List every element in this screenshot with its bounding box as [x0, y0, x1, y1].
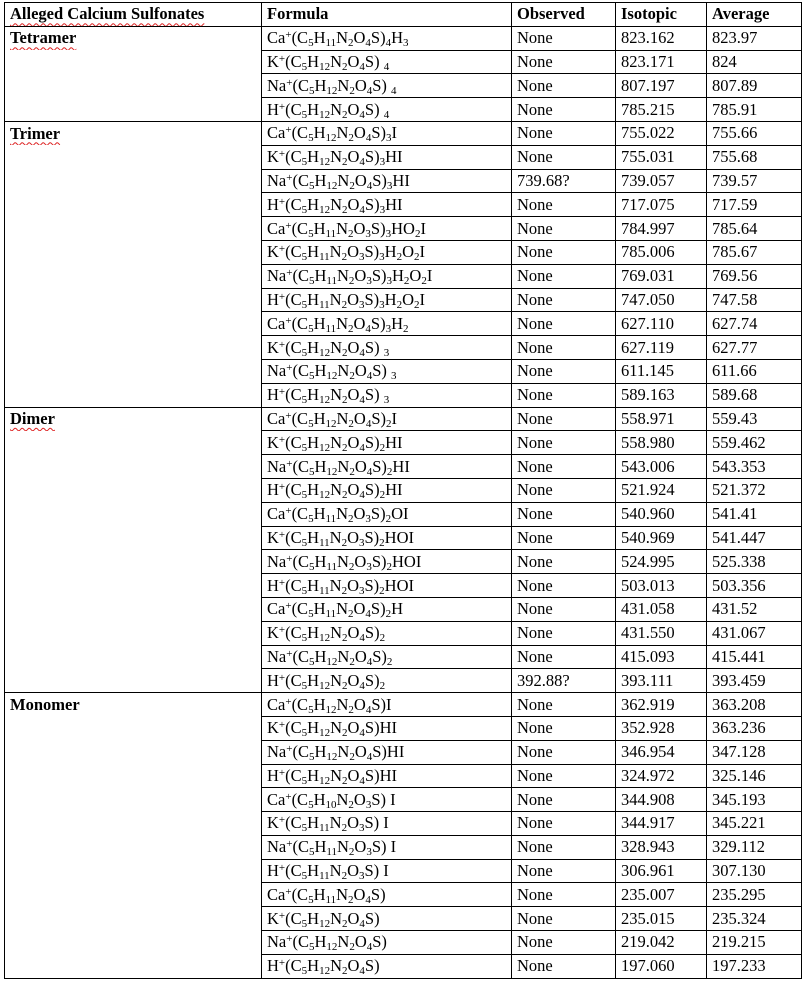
group-label-cell: [5, 264, 262, 288]
table-row: [5, 74, 802, 98]
observed-cell: None: [512, 859, 616, 883]
average-mass-cell: 823.97: [707, 26, 802, 50]
observed-cell: None: [512, 883, 616, 907]
formula-cell: [262, 193, 512, 217]
group-label-cell: [5, 574, 262, 598]
table-row: [5, 431, 802, 455]
formula-text: $K^+(C_5H_{12}N_2O_4S)_2HI$: [267, 432, 403, 454]
group-label: Tetramer: [10, 28, 77, 48]
average-mass-cell: 627.77: [707, 336, 802, 360]
formula-cell: [262, 764, 512, 788]
isotopic-mass-cell: 755.031: [616, 145, 707, 169]
table-row: [5, 835, 802, 859]
formula-cell: [262, 645, 512, 669]
formula-cell: [262, 883, 512, 907]
group-label-cell: [5, 859, 262, 883]
group-label-cell: [5, 74, 262, 98]
observed-cell: None: [512, 264, 616, 288]
formula-cell: [262, 169, 512, 193]
average-mass-cell: 747.58: [707, 288, 802, 312]
average-mass-cell: 235.324: [707, 907, 802, 931]
formula-text: $Ca^+(C_5H_{11}N_2O_3S)_3HO_2I$: [267, 218, 426, 240]
table-row: [5, 812, 802, 836]
formula-text: $Ca^+(C_5H_{11}N_2O_4S)$: [267, 884, 386, 906]
observed-cell: None: [512, 740, 616, 764]
average-mass-cell: 543.353: [707, 455, 802, 479]
observed-cell: None: [512, 574, 616, 598]
table-row: [5, 50, 802, 74]
table-row: [5, 788, 802, 812]
formula-text: $K^+(C_5H_{12}N_2O_4S)_2$: [267, 623, 386, 645]
observed-cell: None: [512, 26, 616, 50]
formula-text: $H^+(C_5H_{12}N_2O_4S)$ $_4$: [267, 99, 390, 121]
observed-cell: None: [512, 645, 616, 669]
table-row: [5, 169, 802, 193]
isotopic-mass-cell: 431.058: [616, 597, 707, 621]
formula-cell: [262, 455, 512, 479]
formula-cell: [262, 217, 512, 241]
group-label-cell: [5, 812, 262, 836]
isotopic-mass-cell: 328.943: [616, 835, 707, 859]
document-page: [4, 2, 801, 979]
formula-cell: [262, 407, 512, 431]
formula-text: $Ca^+(C_5H_{11}N_2O_4S)_2H$: [267, 599, 404, 621]
isotopic-mass-cell: 362.919: [616, 693, 707, 717]
isotopic-mass-cell: 431.550: [616, 621, 707, 645]
group-label-cell: [5, 359, 262, 383]
formula-cell: [262, 835, 512, 859]
isotopic-mass-cell: 558.971: [616, 407, 707, 431]
formula-text: $K^+(C_5H_{12}N_2O_4S)$ $_4$: [267, 51, 390, 73]
table-row: [5, 240, 802, 264]
formula-text: $Na^+(C_5H_{11}N_2O_3S)$ I: [267, 837, 397, 859]
group-label-cell: [5, 431, 262, 455]
average-mass-cell: 347.128: [707, 740, 802, 764]
table-row: [5, 693, 802, 717]
average-mass-cell: 219.215: [707, 931, 802, 955]
formula-cell: [262, 312, 512, 336]
group-label-cell: [5, 98, 262, 122]
average-mass-cell: 785.91: [707, 98, 802, 122]
observed-cell: None: [512, 526, 616, 550]
group-label-cell: [5, 240, 262, 264]
isotopic-mass-cell: 611.145: [616, 359, 707, 383]
observed-cell: None: [512, 550, 616, 574]
table-row: [5, 193, 802, 217]
table-row: [5, 478, 802, 502]
observed-cell: None: [512, 74, 616, 98]
isotopic-mass-cell: 807.197: [616, 74, 707, 98]
group-label-cell: [5, 526, 262, 550]
formula-cell: [262, 931, 512, 955]
formula-text: $H^+(C_5H_{12}N_2O_4S)$ $_3$: [267, 385, 390, 407]
formula-text: $H^+(C_5H_{12}N_2O_4S)_2$: [267, 670, 386, 692]
isotopic-mass-cell: 755.022: [616, 121, 707, 145]
observed-cell: None: [512, 288, 616, 312]
formula-text: $Ca^+(C_5H_{12}N_2O_4S)I$: [267, 694, 392, 716]
table-row: [5, 407, 802, 431]
table-row: [5, 264, 802, 288]
group-label-cell: [5, 312, 262, 336]
formula-text: $Ca^+(C_5H_{11}N_2O_4S)_4H_3$: [267, 28, 409, 50]
table-row: [5, 526, 802, 550]
table-row: [5, 931, 802, 955]
formula-text: $H^+(C_5H_{12}N_2O_4S)_3HI$: [267, 194, 403, 216]
average-mass-cell: 824: [707, 50, 802, 74]
formula-cell: [262, 478, 512, 502]
group-label-cell: [5, 931, 262, 955]
formula-text: $K^+(C_5H_{11}N_2O_3S)_2HOI$: [267, 527, 414, 549]
calcium-sulfonates-table: [4, 2, 802, 979]
formula-text: $Ca^+(C_5H_{12}N_2O_4S)_2I$: [267, 408, 397, 430]
isotopic-mass-cell: 197.060: [616, 954, 707, 978]
average-mass-cell: 541.41: [707, 502, 802, 526]
table-row: [5, 121, 802, 145]
group-label-cell: [5, 693, 262, 717]
formula-cell: [262, 574, 512, 598]
average-mass-cell: 393.459: [707, 669, 802, 693]
average-mass-cell: 431.067: [707, 621, 802, 645]
formula-cell: [262, 669, 512, 693]
group-label-cell: [5, 217, 262, 241]
observed-cell: None: [512, 407, 616, 431]
average-mass-cell: 627.74: [707, 312, 802, 336]
isotopic-mass-cell: 324.972: [616, 764, 707, 788]
observed-cell: None: [512, 621, 616, 645]
observed-cell: None: [512, 478, 616, 502]
isotopic-mass-cell: 219.042: [616, 931, 707, 955]
average-mass-cell: 785.67: [707, 240, 802, 264]
observed-cell: None: [512, 312, 616, 336]
average-mass-cell: 611.66: [707, 359, 802, 383]
observed-cell: None: [512, 431, 616, 455]
isotopic-mass-cell: 524.995: [616, 550, 707, 574]
average-mass-cell: 329.112: [707, 835, 802, 859]
formula-cell: [262, 121, 512, 145]
isotopic-mass-cell: 346.954: [616, 740, 707, 764]
average-mass-cell: 363.236: [707, 716, 802, 740]
isotopic-mass-cell: 352.928: [616, 716, 707, 740]
formula-cell: [262, 50, 512, 74]
isotopic-mass-cell: 627.110: [616, 312, 707, 336]
observed-cell: None: [512, 716, 616, 740]
table-row: [5, 597, 802, 621]
observed-cell: None: [512, 193, 616, 217]
formula-cell: [262, 954, 512, 978]
formula-cell: [262, 98, 512, 122]
table-row: [5, 26, 802, 50]
table-row: [5, 502, 802, 526]
group-label: Monomer: [10, 694, 80, 714]
formula-text: $Na^+(C_5H_{12}N_2O_4S)_2HI$: [267, 456, 410, 478]
observed-cell: None: [512, 145, 616, 169]
observed-cell: None: [512, 502, 616, 526]
group-label-cell: [5, 550, 262, 574]
formula-text: $Na^+(C_5H_{12}N_2O_4S)HI$: [267, 742, 405, 764]
average-mass-cell: 235.295: [707, 883, 802, 907]
average-mass-cell: 345.221: [707, 812, 802, 836]
isotopic-mass-cell: 627.119: [616, 336, 707, 360]
group-label-cell: [5, 145, 262, 169]
group-label-cell: [5, 193, 262, 217]
group-label-cell: [5, 669, 262, 693]
table-row: [5, 359, 802, 383]
formula-text: $H^+(C_5H_{11}N_2O_3S)_3H_2O_2I$: [267, 289, 426, 311]
observed-cell: 739.68?: [512, 169, 616, 193]
table-row: [5, 312, 802, 336]
average-mass-cell: 415.441: [707, 645, 802, 669]
group-label: Trimer: [10, 123, 61, 143]
table-row: [5, 217, 802, 241]
observed-cell: None: [512, 835, 616, 859]
formula-text: $Na^+(C_5H_{12}N_2O_4S)$ $_4$: [267, 75, 397, 97]
group-label-cell: [5, 502, 262, 526]
isotopic-mass-cell: 344.917: [616, 812, 707, 836]
table-row: [5, 383, 802, 407]
group-label-cell: [5, 954, 262, 978]
group-label-cell: [5, 26, 262, 50]
observed-cell: None: [512, 954, 616, 978]
average-mass-cell: 559.462: [707, 431, 802, 455]
isotopic-mass-cell: 540.960: [616, 502, 707, 526]
formula-text: $Na^+(C_5H_{12}N_2O_4S)_2$: [267, 646, 393, 668]
group-label-cell: [5, 597, 262, 621]
isotopic-mass-cell: 235.007: [616, 883, 707, 907]
group-label-cell: [5, 764, 262, 788]
observed-cell: None: [512, 693, 616, 717]
table-row: [5, 859, 802, 883]
table-row: [5, 954, 802, 978]
group-label-cell: [5, 455, 262, 479]
observed-cell: None: [512, 812, 616, 836]
table-row: [5, 455, 802, 479]
formula-text: $Na^+(C_5H_{11}N_2O_3S)_3H_2O_2I$: [267, 266, 433, 288]
group-label-cell: [5, 621, 262, 645]
average-mass-cell: 769.56: [707, 264, 802, 288]
group-label-cell: [5, 50, 262, 74]
group-label-cell: [5, 645, 262, 669]
observed-cell: None: [512, 336, 616, 360]
average-mass-cell: 431.52: [707, 597, 802, 621]
isotopic-mass-cell: 769.031: [616, 264, 707, 288]
formula-text: $H^+(C_5H_{11}N_2O_3S)$ I: [267, 861, 389, 883]
average-mass-cell: 739.57: [707, 169, 802, 193]
formula-text: $Ca^+(C_5H_{11}N_2O_3S)_2OI$: [267, 504, 409, 526]
table-row: [5, 550, 802, 574]
isotopic-mass-cell: 306.961: [616, 859, 707, 883]
group-label-cell: [5, 478, 262, 502]
formula-cell: [262, 240, 512, 264]
isotopic-mass-cell: 717.075: [616, 193, 707, 217]
observed-cell: 392.88?: [512, 669, 616, 693]
formula-cell: [262, 716, 512, 740]
formula-text: $Na^+(C_5H_{11}N_2O_3S)_2HOI$: [267, 551, 422, 573]
formula-text: $K^+(C_5H_{11}N_2O_3S)$ I: [267, 813, 389, 835]
formula-text: $Ca^+(C_5H_{12}N_2O_4S)_3I$: [267, 123, 397, 145]
average-mass-cell: 363.208: [707, 693, 802, 717]
average-mass-cell: 503.356: [707, 574, 802, 598]
formula-cell: [262, 550, 512, 574]
formula-cell: [262, 288, 512, 312]
formula-cell: [262, 740, 512, 764]
table-body: [5, 26, 802, 978]
formula-text: $H^+(C_5H_{12}N_2O_4S)$: [267, 956, 380, 978]
group-label-cell: [5, 383, 262, 407]
observed-cell: None: [512, 359, 616, 383]
observed-cell: None: [512, 764, 616, 788]
formula-text: $K^+(C_5H_{11}N_2O_3S)_3H_2O_2I$: [267, 242, 426, 264]
header-average: Average: [707, 3, 802, 27]
formula-text: $H^+(C_5H_{11}N_2O_3S)_2HOI$: [267, 575, 414, 597]
formula-cell: [262, 859, 512, 883]
formula-cell: [262, 359, 512, 383]
table-row: [5, 907, 802, 931]
formula-cell: [262, 907, 512, 931]
formula-cell: [262, 26, 512, 50]
table-row: [5, 145, 802, 169]
table-row: [5, 669, 802, 693]
table-row: [5, 764, 802, 788]
average-mass-cell: 785.64: [707, 217, 802, 241]
isotopic-mass-cell: 543.006: [616, 455, 707, 479]
formula-cell: [262, 431, 512, 455]
group-label: Dimer: [10, 409, 55, 429]
formula-cell: [262, 74, 512, 98]
isotopic-mass-cell: 415.093: [616, 645, 707, 669]
header-compound: Alleged Calcium Sulfonates: [5, 3, 262, 27]
average-mass-cell: 755.66: [707, 121, 802, 145]
formula-text: $Na^+(C_5H_{12}N_2O_4S)_3HI$: [267, 170, 410, 192]
header-formula: Formula: [262, 3, 512, 27]
table-row: [5, 645, 802, 669]
table-row: [5, 740, 802, 764]
average-mass-cell: 807.89: [707, 74, 802, 98]
formula-text: $Na^+(C_5H_{12}N_2O_4S)$: [267, 932, 387, 954]
average-mass-cell: 521.372: [707, 478, 802, 502]
group-label-cell: [5, 740, 262, 764]
average-mass-cell: 197.233: [707, 954, 802, 978]
formula-text: $H^+(C_5H_{12}N_2O_4S)_2HI$: [267, 480, 403, 502]
observed-cell: None: [512, 788, 616, 812]
formula-cell: [262, 264, 512, 288]
isotopic-mass-cell: 503.013: [616, 574, 707, 598]
average-mass-cell: 589.68: [707, 383, 802, 407]
average-mass-cell: 325.146: [707, 764, 802, 788]
formula-text: $H^+(C_5H_{12}N_2O_4S)HI$: [267, 765, 397, 787]
table-row: [5, 621, 802, 645]
observed-cell: None: [512, 383, 616, 407]
observed-cell: None: [512, 907, 616, 931]
formula-cell: [262, 336, 512, 360]
observed-cell: None: [512, 98, 616, 122]
formula-cell: [262, 145, 512, 169]
table-row: [5, 98, 802, 122]
formula-cell: [262, 693, 512, 717]
formula-text: $K^+(C_5H_{12}N_2O_4S)HI$: [267, 718, 397, 740]
observed-cell: None: [512, 597, 616, 621]
observed-cell: None: [512, 50, 616, 74]
group-label-cell: [5, 336, 262, 360]
isotopic-mass-cell: 344.908: [616, 788, 707, 812]
group-label-cell: [5, 407, 262, 431]
table-row: [5, 288, 802, 312]
group-label-cell: [5, 788, 262, 812]
isotopic-mass-cell: 823.162: [616, 26, 707, 50]
header-observed: Observed: [512, 3, 616, 27]
isotopic-mass-cell: 785.006: [616, 240, 707, 264]
group-label-cell: [5, 288, 262, 312]
isotopic-mass-cell: 784.997: [616, 217, 707, 241]
isotopic-mass-cell: 235.015: [616, 907, 707, 931]
isotopic-mass-cell: 521.924: [616, 478, 707, 502]
formula-cell: [262, 812, 512, 836]
formula-text: $K^+(C_5H_{12}N_2O_4S)_3HI$: [267, 147, 403, 169]
group-label-cell: [5, 169, 262, 193]
isotopic-mass-cell: 558.980: [616, 431, 707, 455]
formula-cell: [262, 502, 512, 526]
formula-cell: [262, 788, 512, 812]
formula-text: $Ca^+(C_5H_{10}N_2O_3S)$ I: [267, 789, 396, 811]
average-mass-cell: 717.59: [707, 193, 802, 217]
isotopic-mass-cell: 747.050: [616, 288, 707, 312]
isotopic-mass-cell: 739.057: [616, 169, 707, 193]
table-row: [5, 574, 802, 598]
isotopic-mass-cell: 540.969: [616, 526, 707, 550]
group-label-cell: [5, 716, 262, 740]
isotopic-mass-cell: 589.163: [616, 383, 707, 407]
table-row: [5, 716, 802, 740]
group-label-cell: [5, 907, 262, 931]
formula-cell: [262, 383, 512, 407]
group-label-cell: [5, 883, 262, 907]
average-mass-cell: 559.43: [707, 407, 802, 431]
average-mass-cell: 345.193: [707, 788, 802, 812]
observed-cell: None: [512, 240, 616, 264]
observed-cell: None: [512, 217, 616, 241]
group-label-cell: [5, 121, 262, 145]
formula-text: $K^+(C_5H_{12}N_2O_4S)$ $_3$: [267, 337, 390, 359]
observed-cell: None: [512, 121, 616, 145]
average-mass-cell: 541.447: [707, 526, 802, 550]
average-mass-cell: 525.338: [707, 550, 802, 574]
formula-text: $Ca^+(C_5H_{11}N_2O_4S)_3H_2$: [267, 313, 409, 335]
formula-cell: [262, 621, 512, 645]
average-mass-cell: 755.68: [707, 145, 802, 169]
group-label-cell: [5, 835, 262, 859]
isotopic-mass-cell: 785.215: [616, 98, 707, 122]
formula-text: $K^+(C_5H_{12}N_2O_4S)$: [267, 908, 380, 930]
observed-cell: None: [512, 455, 616, 479]
isotopic-mass-cell: 823.171: [616, 50, 707, 74]
formula-cell: [262, 597, 512, 621]
header-isotopic: Isotopic: [616, 3, 707, 27]
average-mass-cell: 307.130: [707, 859, 802, 883]
observed-cell: None: [512, 931, 616, 955]
table-row: [5, 336, 802, 360]
formula-text: $Na^+(C_5H_{12}N_2O_4S)$ $_3$: [267, 361, 397, 383]
isotopic-mass-cell: 393.111: [616, 669, 707, 693]
table-header-row: [5, 3, 802, 27]
table-row: [5, 883, 802, 907]
formula-cell: [262, 526, 512, 550]
